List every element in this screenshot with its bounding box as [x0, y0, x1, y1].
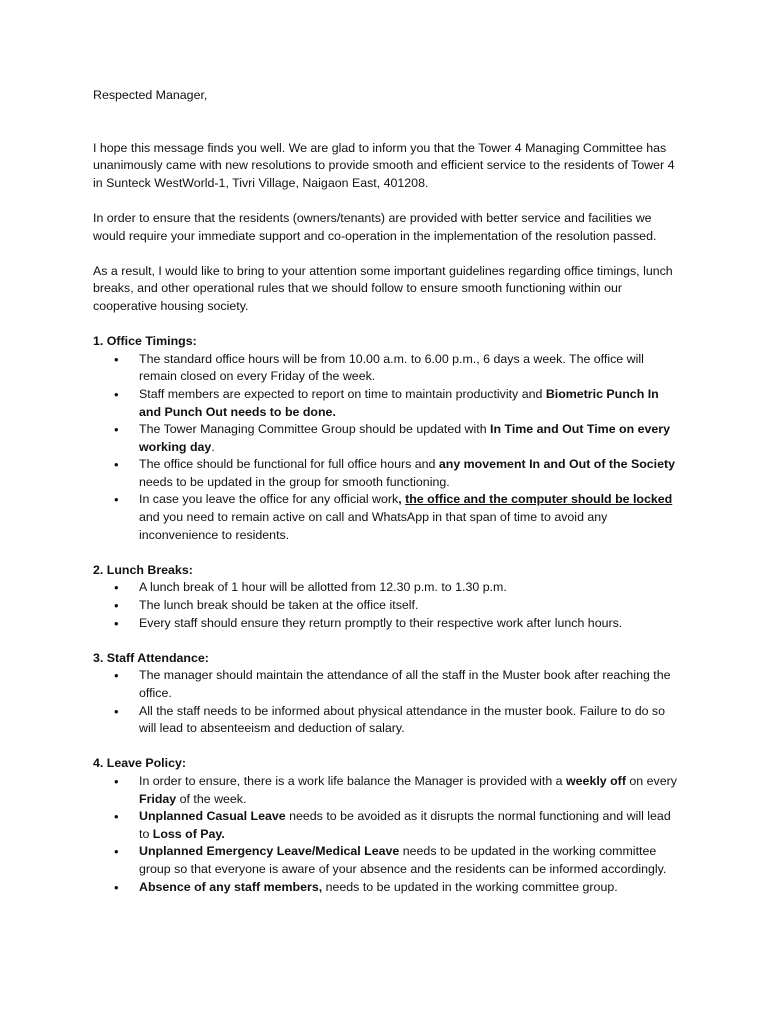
paragraph-support: In order to ensure that the residents (owners/tenants) are provided with better service and facilities we would require your immediate support and co-operation in the implementation of the resolution passed.	[93, 210, 657, 243]
text-run: The office should be functional for full office hours and	[139, 457, 439, 472]
section-staff-attendance	[93, 650, 683, 738]
text-run: The lunch break should be taken at the office itself.	[139, 598, 419, 613]
text-run: In case you leave the office for any official work	[139, 492, 399, 507]
section-lunch-breaks	[93, 562, 683, 632]
text-run: The manager should maintain the attendance of all the staff in the Muster book after reaching the office.	[139, 668, 671, 700]
salutation: Respected Manager,	[93, 88, 208, 102]
list-item	[93, 615, 683, 633]
section-leave-policy	[93, 755, 683, 896]
list-item	[93, 579, 683, 597]
text-run: ,	[398, 492, 402, 507]
text-run: any movement In and Out of the Society	[438, 457, 676, 472]
text-run: Loss of Pay.	[152, 826, 225, 841]
text-run: The standard office hours will be from 10.00 a.m. to 6.00 p.m., 6 days a week. The office will remain closed on every Friday of the week.	[139, 351, 644, 384]
list-item	[93, 667, 683, 702]
text-run: In order to ensure, there is a work life balance the Manager is provided with a	[139, 773, 567, 788]
bullet-list	[93, 579, 683, 632]
bullet-list	[93, 667, 683, 737]
text-run: needs to be updated in the working committee group.	[322, 879, 618, 894]
section-office-timings	[93, 333, 683, 544]
list-item	[93, 808, 683, 843]
paragraph-intro: I hope this message finds you well. We are glad to inform you that the Tower 4 Managing Committee has unanimously came with new resolutions to provide smooth and efficient service to the residents of Tower 4 in Sunteck WestWorld-1, Tivri Village, Naigaon East, 401208.	[93, 140, 675, 190]
list-item	[93, 351, 683, 386]
paragraph-guidelines: As a result, I would like to bring to your attention some important guidelines regarding office timings, lunch breaks, and other operational rules that we should follow to ensure smooth functioning within our cooperative housing society.	[93, 263, 673, 313]
list-item	[93, 879, 683, 897]
text-run: In Time and Out Time on every working day	[139, 422, 670, 454]
text-run: on every	[625, 773, 677, 788]
text-run: needs to be updated in the working committee group so that everyone is aware of your absence and the residents can be informed accordingly.	[139, 844, 667, 876]
list-item	[93, 597, 683, 615]
list-item	[93, 386, 683, 421]
section-title: 1. Office Timings:	[93, 334, 197, 349]
list-item	[93, 456, 683, 491]
text-run: Staff members are expected to report on time to maintain productivity and	[139, 386, 546, 401]
text-run: Unplanned Emergency Leave/Medical Leave	[139, 844, 400, 859]
text-run: needs to be avoided as it disrupts the normal functioning and will lead to	[139, 809, 671, 841]
text-run: Biometric Punch In and Punch Out needs to be done.	[139, 386, 659, 419]
section-title: 2. Lunch Breaks:	[93, 562, 193, 577]
section-title: 3. Staff Attendance:	[93, 650, 209, 665]
bullet-list	[93, 773, 683, 896]
text-run: needs to be updated in the group for smooth functioning.	[139, 474, 450, 489]
text-run: of the week.	[176, 791, 247, 806]
text-run: .	[211, 439, 215, 454]
section-title: 4. Leave Policy:	[93, 756, 186, 771]
list-item	[93, 843, 683, 878]
text-run: Friday	[139, 791, 177, 806]
text-run: The Tower Managing Committee Group should be updated with	[139, 422, 491, 437]
list-item	[93, 703, 683, 738]
text-run: A lunch break of 1 hour will be allotted from 12.30 p.m. to 1.30 p.m.	[139, 580, 507, 595]
list-item	[93, 491, 683, 544]
text-run: and you need to remain active on call and WhatsApp in that span of time to avoid any inconvenience to residents.	[139, 510, 608, 542]
text-run: Absence of any staff members,	[139, 879, 323, 894]
text-run: Unplanned Casual Leave	[139, 809, 286, 824]
bullet-list	[93, 351, 683, 545]
text-run: Every staff should ensure they return promptly to their respective work after lunch hours.	[139, 615, 623, 630]
text-run: All the staff needs to be informed about physical attendance in the muster book. Failure to do so will lead to absenteeism and deduction of salary.	[139, 703, 666, 736]
letter-body	[93, 87, 683, 914]
text-run: weekly off	[566, 773, 626, 788]
text-run: the office and the computer should be locked	[405, 492, 673, 507]
list-item	[93, 421, 683, 456]
list-item	[93, 773, 683, 808]
